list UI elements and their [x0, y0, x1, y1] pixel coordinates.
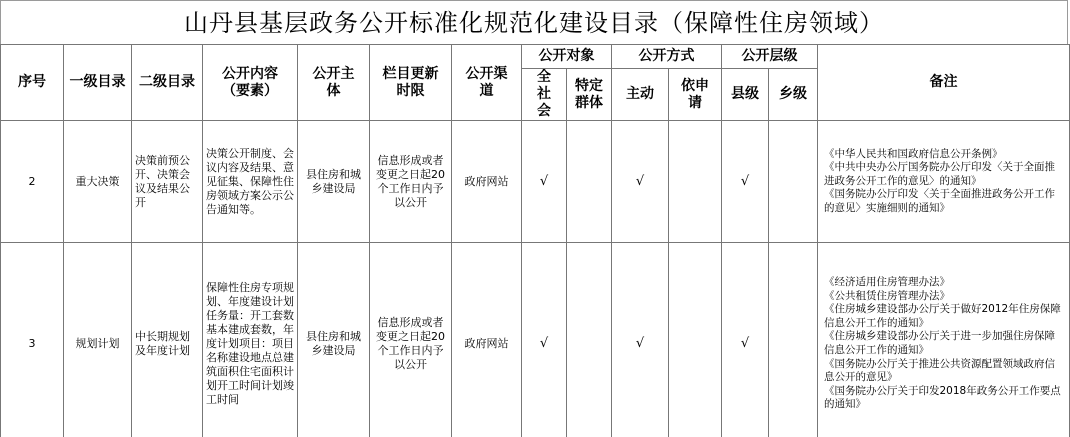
remark-line: 《公共租赁住房管理办法》	[824, 289, 950, 302]
header-scope-town: 乡级	[769, 69, 818, 121]
check-target-all: √	[522, 243, 567, 437]
remark-line: 《中共中央办公厅国务院办公厅印发〈关于全面推进政务公开工作的意见〉的通知》	[824, 161, 1055, 187]
catalog-table	[0, 44, 1070, 437]
header-method: 公开方式	[612, 45, 722, 69]
cell-level2: 中长期规划及年度计划	[132, 243, 203, 437]
cell-remark	[818, 243, 1070, 437]
cell-timelimit: 信息形成或者变更之日起20个工作日内予以公开	[370, 121, 452, 243]
check-method-active: √	[612, 243, 669, 437]
check-scope-county: √	[722, 121, 769, 243]
document-title: 山丹县基层政务公开标准化规范化建设目录（保障性住房领域）	[0, 0, 1068, 44]
header-seq: 序号	[1, 45, 64, 121]
header-target: 公开对象	[522, 45, 612, 69]
header-target-all: 全社会	[522, 69, 567, 121]
cell-target-specific	[567, 121, 612, 243]
cell-scope-town	[769, 243, 818, 437]
header-channel: 公开渠道	[452, 45, 522, 121]
header-remark: 备注	[818, 45, 1070, 121]
cell-level1: 规划计划	[64, 243, 132, 437]
cell-method-request	[669, 121, 722, 243]
table-row	[1, 121, 1070, 243]
check-method-active: √	[612, 121, 669, 243]
cell-scope-town	[769, 121, 818, 243]
remark-line: 《住房城乡建设部办公厅关于做好2012年住房保障信息公开工作的通知》	[824, 303, 1061, 329]
remark-line: 《住房城乡建设部办公厅关于进一步加强住房保障信息公开工作的通知》	[824, 330, 1055, 356]
header-timelimit: 栏目更新时限	[370, 45, 452, 121]
cell-seq: 3	[1, 243, 64, 437]
cell-level1: 重大决策	[64, 121, 132, 243]
cell-target-specific	[567, 243, 612, 437]
cell-timelimit: 信息形成或者变更之日起20个工作日内予以公开	[370, 243, 452, 437]
check-scope-county: √	[722, 243, 769, 437]
cell-level2: 决策前预公开、决策会议及结果公开	[132, 121, 203, 243]
header-method-request: 依申请	[669, 69, 722, 121]
header-level1: 一级目录	[64, 45, 132, 121]
cell-content: 保障性住房专项规划、年度建设计划任务量：开工套数基本建成套数，年度计划项目：项目名称建设地点总建筑面积住宅面积计划开工时间计划竣工时间	[203, 243, 298, 437]
remark-line: 《国务院办公厅印发〈关于全面推进政务公开工作的意见〉实施细则的通知》	[824, 188, 1055, 214]
remark-line: 《国务院办公厅关于印发2018年政务公开工作要点的通知》	[824, 384, 1061, 411]
cell-subject: 县住房和城乡建设局	[298, 121, 370, 243]
cell-subject: 县住房和城乡建设局	[298, 243, 370, 437]
table-row	[1, 243, 1070, 437]
cell-channel: 政府网站	[452, 243, 522, 437]
header-subject: 公开主体	[298, 45, 370, 121]
header-target-specific: 特定群体	[567, 69, 612, 121]
cell-remark	[818, 121, 1070, 243]
header-content: 公开内容（要素）	[203, 45, 298, 121]
remark-line: 《国务院办公厅关于推进公共资源配置领域政府信息公开的意见》	[824, 357, 1055, 384]
cell-method-request	[669, 243, 722, 437]
cell-seq: 2	[1, 121, 64, 243]
cell-channel: 政府网站	[452, 121, 522, 243]
header-scope-county: 县级	[722, 69, 769, 121]
header-level2: 二级目录	[132, 45, 203, 121]
header-scope: 公开层级	[722, 45, 818, 69]
remark-line: 《经济适用住房管理办法》	[824, 276, 950, 289]
check-target-all: √	[522, 121, 567, 243]
cell-content: 决策公开制度、会议内容及结果、意见征集、保障性住房领域方案公示公告通知等。	[203, 121, 298, 243]
remark-line: 《中华人民共和国政府信息公开条例》	[824, 147, 1003, 160]
header-method-active: 主动	[612, 69, 669, 121]
